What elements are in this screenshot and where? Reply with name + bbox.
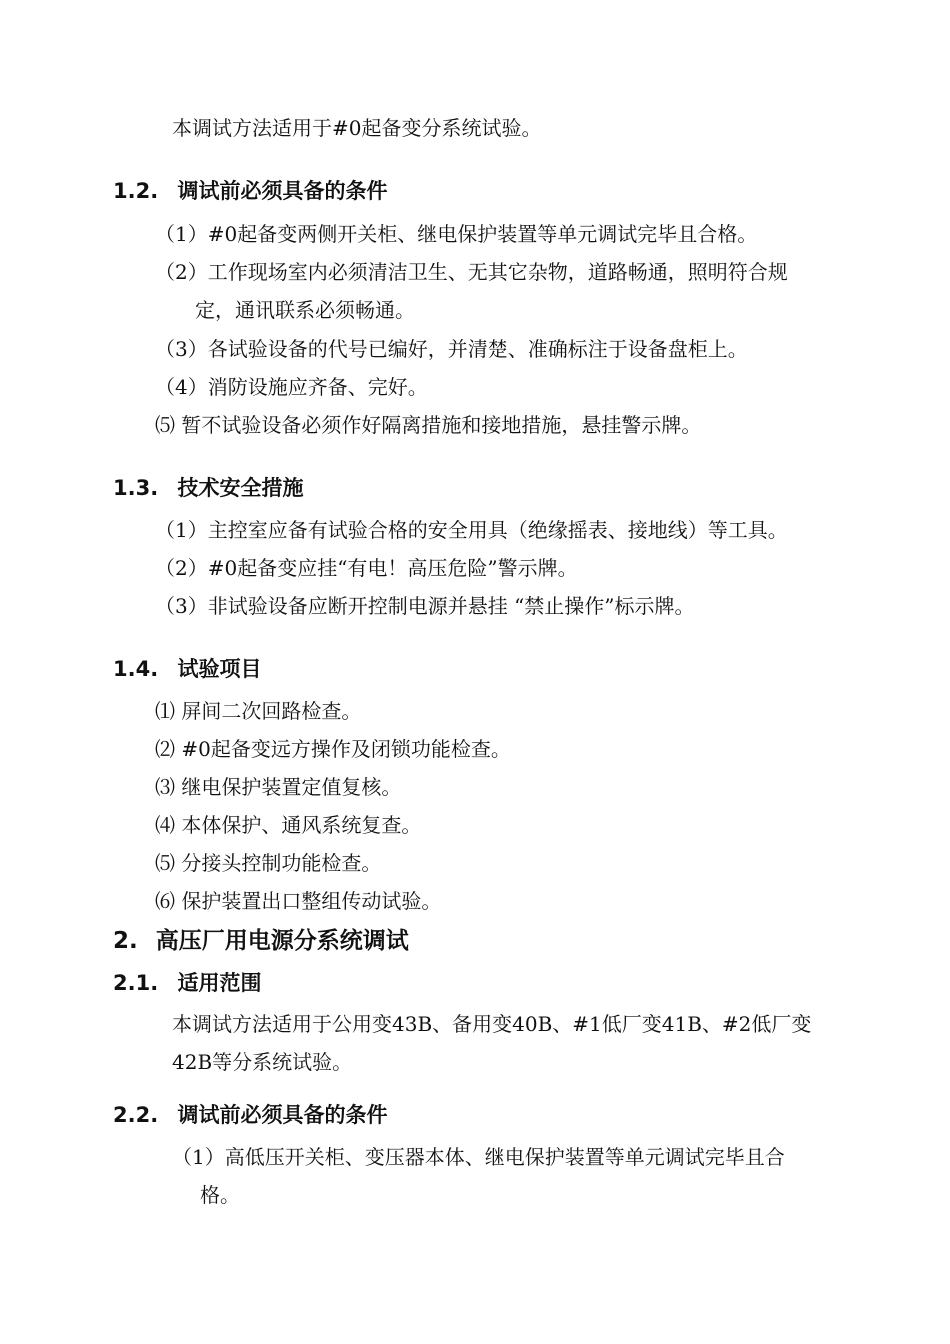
section-title: 适用范围: [177, 971, 262, 995]
list-item: （1）主控室应备有试验合格的安全用具（绝缘摇表、接地线）等工具。: [155, 518, 788, 542]
list-item: ⑸ 暂不试验设备必须作好隔离措施和接地措施，悬挂警示牌。: [155, 413, 702, 437]
section-heading-1-2: [113, 178, 388, 204]
list-item: ⑴ 屏间二次回路检查。: [155, 699, 362, 723]
section-title: 调试前必须具备的条件: [177, 1103, 388, 1127]
section-title: 技术安全措施: [177, 476, 304, 500]
section-title: 调试前必须具备的条件: [177, 179, 388, 203]
section-number: 2.: [113, 928, 138, 954]
section-title: 高压厂用电源分系统调试: [155, 928, 409, 954]
section-heading-2-2: [113, 1102, 388, 1128]
section-heading-2-1: [113, 970, 262, 996]
list-item: ⑵ #0起备变远方操作及闭锁功能检查。: [155, 737, 511, 761]
section-title: 试验项目: [177, 657, 262, 681]
list-item: ⑹ 保护装置出口整组传动试验。: [155, 889, 442, 913]
section-number: 2.1.: [113, 971, 159, 995]
list-item: ⑸ 分接头控制功能检查。: [155, 851, 382, 875]
list-item: （2）#0起备变应挂“有电！高压危险”警示牌。: [155, 556, 578, 580]
paragraph: 本调试方法适用于公用变43B、备用变40B、#1低厂变41B、#2低厂变: [172, 1012, 812, 1036]
list-item: （4）消防设施应齐备、完好。: [155, 375, 428, 399]
list-item: （1）#0起备变两侧开关柜、继电保护装置等单元调试完毕且合格。: [155, 222, 758, 246]
list-item: ⑶ 继电保护装置定值复核。: [155, 775, 402, 799]
list-item-continuation: 格。: [200, 1183, 240, 1207]
list-item: （3）非试验设备应断开控制电源并悬挂 “禁止操作”标示牌。: [155, 594, 695, 618]
paragraph: 本调试方法适用于#0起备变分系统试验。: [172, 116, 542, 140]
paragraph-continuation: 42B等分系统试验。: [172, 1050, 353, 1074]
list-item: （1）高低压开关柜、变压器本体、继电保护装置等单元调试完毕且合: [172, 1145, 785, 1169]
section-number: 1.3.: [113, 476, 159, 500]
chapter-heading-2: [113, 928, 409, 954]
list-item: （2）工作现场室内必须清洁卫生、无其它杂物，道路畅通，照明符合规: [155, 260, 788, 284]
section-number: 2.2.: [113, 1103, 159, 1127]
list-item: （3）各试验设备的代号已编好，并清楚、准确标注于设备盘柜上。: [155, 337, 748, 361]
section-heading-1-4: [113, 656, 262, 682]
section-heading-1-3: [113, 475, 304, 501]
section-number: 1.2.: [113, 179, 159, 203]
list-item: ⑷ 本体保护、通风系统复查。: [155, 813, 422, 837]
list-item-continuation: 定，通讯联系必须畅通。: [195, 298, 415, 322]
section-number: 1.4.: [113, 657, 159, 681]
